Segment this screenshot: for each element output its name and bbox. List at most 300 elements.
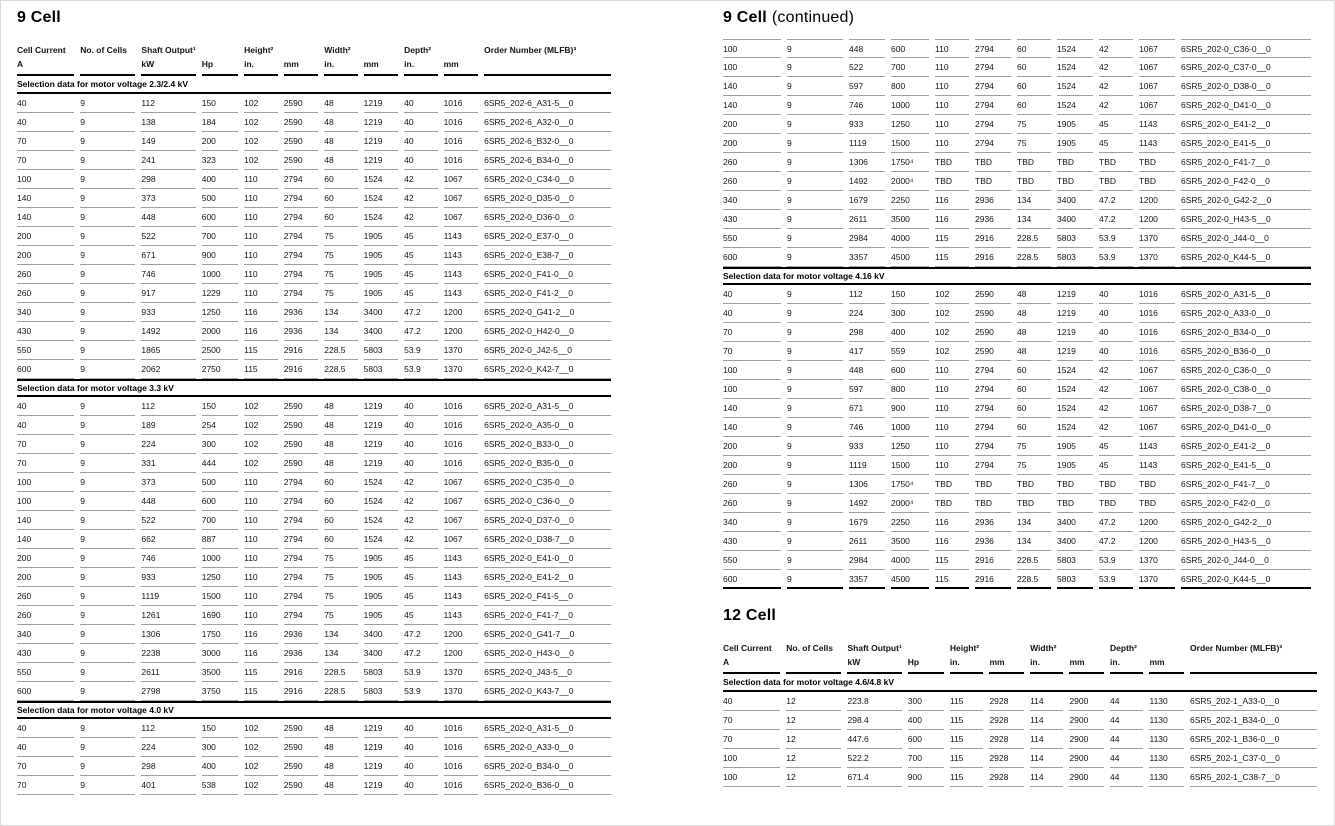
table-row xyxy=(17,606,611,625)
table-cell: 100 xyxy=(723,768,780,787)
table-cell: 1016 xyxy=(444,757,479,776)
column-header: Cell Current xyxy=(17,45,66,55)
table-cell: 900 xyxy=(908,768,944,787)
table-cell: TBD xyxy=(1017,494,1051,513)
table-cell: 1500 xyxy=(891,134,929,153)
table-cell: 430 xyxy=(17,644,74,663)
table-cell: 1250 xyxy=(202,568,238,587)
table-cell: 2928 xyxy=(989,749,1024,768)
table-cell: TBD xyxy=(1099,172,1133,191)
table-cell: 1143 xyxy=(444,284,479,303)
table-cell: 110 xyxy=(935,399,969,418)
table-cell: 1524 xyxy=(364,189,399,208)
table-cell: 112 xyxy=(141,397,195,416)
table-row xyxy=(17,757,611,776)
table-cell: 6SR5_202-0_D36-0__0 xyxy=(484,208,611,227)
table-cell: 2590 xyxy=(284,113,319,132)
column-header xyxy=(908,637,944,657)
table-cell: 6SR5_202-1_B36-0__0 xyxy=(1190,730,1317,749)
table-cell: 1130 xyxy=(1149,768,1184,787)
table-cell: 1219 xyxy=(364,94,399,113)
table-cell: 2936 xyxy=(975,513,1011,532)
table-cell: 6SR5_202-0_B34-0__0 xyxy=(484,757,611,776)
table-cell: 1016 xyxy=(444,454,479,473)
table-cell: 9 xyxy=(80,303,135,322)
table-cell: 260 xyxy=(17,587,74,606)
table-cell: 6SR5_202-0_K43-7__0 xyxy=(484,682,611,701)
table-cell: 110 xyxy=(935,456,969,475)
table-cell: 6SR5_202-1_B34-0__0 xyxy=(1190,711,1317,730)
table-cell: 53.9 xyxy=(404,360,437,379)
table-row xyxy=(723,768,1317,787)
table-cell: 3400 xyxy=(1057,513,1093,532)
table-cell: 102 xyxy=(244,94,278,113)
table-cell: 1130 xyxy=(1149,749,1184,768)
table-cell: 48 xyxy=(1017,285,1051,304)
table-cell: 100 xyxy=(723,749,780,768)
table-cell: 1219 xyxy=(364,719,399,738)
table-cell: 1524 xyxy=(1057,58,1093,77)
table-cell: 2500 xyxy=(202,341,238,360)
table-cell: 40 xyxy=(404,454,437,473)
table-cell: 1016 xyxy=(444,94,479,113)
table-cell: 1219 xyxy=(364,776,399,795)
table-cell: 417 xyxy=(849,342,885,361)
table-cell: 9 xyxy=(787,323,843,342)
table-cell: 3500 xyxy=(891,210,929,229)
table-cell: 6SR5_202-0_H43-5__0 xyxy=(1181,210,1311,229)
table-cell: 1219 xyxy=(1057,342,1093,361)
table-cell: 228.5 xyxy=(1017,570,1051,589)
table-cell: 1905 xyxy=(364,606,399,625)
table-cell: 900 xyxy=(202,246,238,265)
table-cell: 3400 xyxy=(1057,210,1093,229)
table-row xyxy=(17,738,611,757)
table-cell: 1130 xyxy=(1149,730,1184,749)
table-cell: 1492 xyxy=(849,172,885,191)
table-cell: 746 xyxy=(141,549,195,568)
table-cell: 6SR5_202-0_A33-0__0 xyxy=(484,738,611,757)
table-cell: 6SR5_202-0_C38-0__0 xyxy=(1181,380,1311,399)
table-cell: 1524 xyxy=(1057,77,1093,96)
table-cell: 2000⁴ xyxy=(891,172,929,191)
table-cell: 116 xyxy=(244,625,278,644)
table-row xyxy=(17,360,611,379)
column-header xyxy=(1069,637,1104,657)
table-cell: 53.9 xyxy=(404,663,437,682)
table-cell: 110 xyxy=(244,170,278,189)
table-cell: 260 xyxy=(17,606,74,625)
column-header-row xyxy=(17,39,611,59)
table-cell: 298 xyxy=(849,323,885,342)
table-cell: 12 xyxy=(786,692,841,711)
column-header: Height² xyxy=(244,45,274,55)
table-cell: 340 xyxy=(17,303,74,322)
table-row xyxy=(17,663,611,682)
table-cell: 100 xyxy=(723,361,781,380)
table-cell: 400 xyxy=(908,711,944,730)
table-cell: 42 xyxy=(404,492,437,511)
table-cell: 2611 xyxy=(849,210,885,229)
table-cell: 110 xyxy=(935,418,969,437)
table-cell: 228.5 xyxy=(1017,229,1051,248)
table-cell: 60 xyxy=(1017,39,1051,58)
table-cell: 6SR5_202-0_H43-5__0 xyxy=(1181,532,1311,551)
table-cell: 140 xyxy=(723,96,781,115)
table-cell: 550 xyxy=(17,663,74,682)
table-cell: 9 xyxy=(80,511,135,530)
table-cell: 1905 xyxy=(1057,134,1093,153)
table-cell: 223.8 xyxy=(847,692,901,711)
voltage-section-label: Selection data for motor voltage 4.16 kV xyxy=(723,267,1311,285)
table-cell: 4000 xyxy=(891,229,929,248)
table-cell: 6SR5_202-0_D38-7__0 xyxy=(1181,399,1311,418)
table-cell: 1000 xyxy=(202,549,238,568)
table-cell: 2900 xyxy=(1069,711,1104,730)
table-cell: 40 xyxy=(404,151,437,170)
table-cell: 1905 xyxy=(364,265,399,284)
table-cell: 260 xyxy=(17,284,74,303)
table-cell: 60 xyxy=(324,492,357,511)
table-cell: 1016 xyxy=(444,776,479,795)
table-cell: 75 xyxy=(324,587,357,606)
table-cell: 1016 xyxy=(1139,342,1175,361)
table-cell: 2916 xyxy=(975,229,1011,248)
table-cell: 115 xyxy=(950,711,984,730)
column-unit: mm xyxy=(989,657,1024,674)
table-cell: 9 xyxy=(787,456,843,475)
table-cell: 48 xyxy=(324,113,357,132)
table-cell: 4500 xyxy=(891,570,929,589)
column-unit: in. xyxy=(404,59,437,76)
table-cell: 9 xyxy=(787,134,843,153)
table-cell: 6SR5_202-0_C36-0__0 xyxy=(1181,361,1311,380)
table-cell: 115 xyxy=(950,730,984,749)
table-cell: 102 xyxy=(244,151,278,170)
table-cell: 1750 xyxy=(202,625,238,644)
table-cell: 45 xyxy=(1099,456,1133,475)
table-row xyxy=(723,210,1311,229)
table-cell: 134 xyxy=(324,625,357,644)
table-cell: 6SR5_202-0_A31-5__0 xyxy=(484,397,611,416)
table-cell: 75 xyxy=(324,568,357,587)
section-title-12cell-text: 12 Cell xyxy=(723,607,776,624)
table-row xyxy=(723,229,1311,248)
table-cell: 2794 xyxy=(284,189,319,208)
table-cell: 2794 xyxy=(975,77,1011,96)
table-cell: 110 xyxy=(244,492,278,511)
table-cell: 1016 xyxy=(444,435,479,454)
table-cell: 110 xyxy=(935,134,969,153)
table-cell: 5803 xyxy=(364,682,399,701)
table-cell: 2794 xyxy=(284,208,319,227)
table-cell: 298 xyxy=(141,170,195,189)
table-cell: 9 xyxy=(80,682,135,701)
table-cell: 200 xyxy=(723,456,781,475)
table-cell: 1370 xyxy=(444,682,479,701)
table-cell: 254 xyxy=(202,416,238,435)
table-cell: 1143 xyxy=(444,265,479,284)
table-cell: 228.5 xyxy=(324,341,357,360)
voltage-section-row xyxy=(17,76,611,94)
table-cell: 1143 xyxy=(1139,115,1175,134)
table-cell: 917 xyxy=(141,284,195,303)
table-cell: 300 xyxy=(202,738,238,757)
table-cell: 6SR5_202-0_A33-0__0 xyxy=(1181,304,1311,323)
section-title-continued-suffix: (continued) xyxy=(771,9,855,26)
table-cell: 2900 xyxy=(1069,749,1104,768)
table-cell: 47.2 xyxy=(404,303,437,322)
table-cell: 1524 xyxy=(364,473,399,492)
table-cell: 102 xyxy=(244,757,278,776)
table-cell: 70 xyxy=(17,757,74,776)
table-cell: 6SR5_202-0_A31-5__0 xyxy=(1181,285,1311,304)
table-cell: TBD xyxy=(1099,494,1133,513)
table-row xyxy=(17,416,611,435)
table-cell: 40 xyxy=(17,94,74,113)
table-cell: 5803 xyxy=(1057,248,1093,267)
table-cell: 1524 xyxy=(364,208,399,227)
table-cell: 241 xyxy=(141,151,195,170)
table-cell: 933 xyxy=(141,303,195,322)
table-row xyxy=(723,172,1311,191)
table-row xyxy=(17,113,611,132)
column-unit xyxy=(1190,657,1317,674)
table-cell: 114 xyxy=(1030,711,1063,730)
table-cell: 1219 xyxy=(364,151,399,170)
table-cell: 60 xyxy=(1017,399,1051,418)
table-cell: 12 xyxy=(786,711,841,730)
table-cell: 1067 xyxy=(1139,77,1175,96)
table-cell: 134 xyxy=(1017,191,1051,210)
table-cell: 1370 xyxy=(1139,551,1175,570)
table-cell: 2250 xyxy=(891,513,929,532)
table-cell: 140 xyxy=(723,77,781,96)
table-cell: 6SR5_202-0_C36-0__0 xyxy=(484,492,611,511)
table-cell: 2590 xyxy=(284,454,319,473)
table-cell: 2590 xyxy=(975,285,1011,304)
column-header xyxy=(1149,637,1184,657)
table-cell: 110 xyxy=(935,437,969,456)
table-row xyxy=(723,692,1317,711)
table-cell: 200 xyxy=(17,549,74,568)
table-cell: 40 xyxy=(17,719,74,738)
table-cell: 1250 xyxy=(891,437,929,456)
table-cell: 200 xyxy=(723,437,781,456)
column-header xyxy=(364,39,399,59)
table-cell: 340 xyxy=(723,191,781,210)
table-cell: 110 xyxy=(935,380,969,399)
column-unit xyxy=(80,59,135,76)
table-cell: 522 xyxy=(141,511,195,530)
table-cell: 900 xyxy=(891,399,929,418)
table-cell: 6SR5_202-0_J44-0__0 xyxy=(1181,229,1311,248)
table-cell: 933 xyxy=(141,568,195,587)
table-cell: 1143 xyxy=(444,549,479,568)
table-cell: 671 xyxy=(849,399,885,418)
table-cell: 75 xyxy=(1017,134,1051,153)
table-cell: 933 xyxy=(849,437,885,456)
table-cell: 75 xyxy=(324,265,357,284)
table-cell: 102 xyxy=(244,113,278,132)
table-cell: 140 xyxy=(723,399,781,418)
table-cell: 1200 xyxy=(1139,210,1175,229)
table-cell: 9 xyxy=(787,210,843,229)
table-cell: 9 xyxy=(787,172,843,191)
table-cell: 48 xyxy=(324,738,357,757)
table-cell: 2250 xyxy=(891,191,929,210)
table-row xyxy=(17,625,611,644)
table-cell: 5803 xyxy=(364,663,399,682)
table-cell: 116 xyxy=(244,322,278,341)
table-cell: 9 xyxy=(80,663,135,682)
table-cell: 933 xyxy=(849,115,885,134)
table-cell: TBD xyxy=(1017,153,1051,172)
table-cell: 45 xyxy=(404,246,437,265)
table-cell: 116 xyxy=(935,210,969,229)
table-cell: TBD xyxy=(1057,475,1093,494)
table-cell: 110 xyxy=(244,473,278,492)
table-row xyxy=(17,322,611,341)
table-cell: 1492 xyxy=(849,494,885,513)
table-cell: 1524 xyxy=(1057,96,1093,115)
selection-table-9cell xyxy=(17,39,617,795)
table-cell: 1067 xyxy=(1139,58,1175,77)
table-cell: 228.5 xyxy=(324,663,357,682)
table-cell: 1067 xyxy=(1139,96,1175,115)
table-cell: 6SR5_202-0_K44-5__0 xyxy=(1181,570,1311,589)
table-cell: 2936 xyxy=(284,322,319,341)
table-cell: 2794 xyxy=(284,568,319,587)
table-cell: 48 xyxy=(324,757,357,776)
table-cell: 6SR5_202-0_D38-0__0 xyxy=(1181,77,1311,96)
table-cell: 45 xyxy=(1099,134,1133,153)
table-cell: 6SR5_202-0_C37-0__0 xyxy=(1181,58,1311,77)
table-cell: 6SR5_202-0_B34-0__0 xyxy=(1181,323,1311,342)
table-cell: 671.4 xyxy=(847,768,901,787)
table-cell: 1067 xyxy=(1139,39,1175,58)
table-cell: 9 xyxy=(787,532,843,551)
table-cell: 60 xyxy=(1017,96,1051,115)
table-cell: 6SR5_202-1_C37-0__0 xyxy=(1190,749,1317,768)
table-cell: 48 xyxy=(324,94,357,113)
table-row xyxy=(723,304,1311,323)
table-row xyxy=(17,473,611,492)
table-cell: 6SR5_202-0_D37-0__0 xyxy=(484,511,611,530)
table-cell: 100 xyxy=(723,380,781,399)
table-cell: 401 xyxy=(141,776,195,795)
table-cell: 110 xyxy=(244,284,278,303)
table-cell: 9 xyxy=(80,227,135,246)
table-cell: 110 xyxy=(935,58,969,77)
table-cell: 44 xyxy=(1110,749,1143,768)
table-cell: 2794 xyxy=(975,39,1011,58)
table-cell: 115 xyxy=(935,570,969,589)
table-cell: 400 xyxy=(891,323,929,342)
table-cell: 200 xyxy=(17,246,74,265)
table-row xyxy=(723,380,1311,399)
table-cell: 150 xyxy=(202,397,238,416)
table-cell: 400 xyxy=(202,170,238,189)
table-cell: 6SR5_202-0_F41-0__0 xyxy=(484,265,611,284)
table-cell: 200 xyxy=(17,568,74,587)
table-cell: 3400 xyxy=(364,625,399,644)
table-cell: 5803 xyxy=(1057,551,1093,570)
table-cell: 448 xyxy=(849,39,885,58)
table-cell: 45 xyxy=(404,284,437,303)
table-cell: 1067 xyxy=(1139,399,1175,418)
table-cell: 115 xyxy=(935,229,969,248)
left-column xyxy=(17,7,617,795)
table-cell: 70 xyxy=(723,711,780,730)
table-cell: 1905 xyxy=(364,568,399,587)
table-cell: 6SR5_202-1_C38-7__0 xyxy=(1190,768,1317,787)
table-cell: 6SR5_202-6_B32-0__0 xyxy=(484,132,611,151)
table-cell: 140 xyxy=(723,418,781,437)
table-cell: 134 xyxy=(1017,513,1051,532)
table-cell: 1000 xyxy=(891,418,929,437)
column-unit xyxy=(484,59,611,76)
table-cell: 110 xyxy=(935,361,969,380)
table-cell: 2794 xyxy=(284,265,319,284)
table-cell: TBD xyxy=(1099,153,1133,172)
table-row xyxy=(17,265,611,284)
table-cell: 47.2 xyxy=(1099,532,1133,551)
table-cell: 9 xyxy=(80,435,135,454)
table-cell: 9 xyxy=(80,492,135,511)
table-cell: 42 xyxy=(404,511,437,530)
table-row xyxy=(723,134,1311,153)
table-row xyxy=(723,96,1311,115)
table-cell: 6SR5_202-0_F41-2__0 xyxy=(484,284,611,303)
table-cell: 1219 xyxy=(364,397,399,416)
column-header: Order Number (MLFB)³ xyxy=(484,45,577,55)
table-cell: 1067 xyxy=(1139,380,1175,399)
table-cell: 9 xyxy=(80,132,135,151)
table-cell: 140 xyxy=(17,208,74,227)
table-cell: 9 xyxy=(787,437,843,456)
table-cell: 340 xyxy=(723,513,781,532)
table-cell: 6SR5_202-0_D41-0__0 xyxy=(1181,96,1311,115)
table-cell: 60 xyxy=(1017,380,1051,399)
table-cell: 2936 xyxy=(975,210,1011,229)
column-unit: in. xyxy=(244,59,278,76)
table-cell: 600 xyxy=(202,208,238,227)
table-cell: 48 xyxy=(324,151,357,170)
table-cell: 6SR5_202-0_J43-5__0 xyxy=(484,663,611,682)
table-cell: TBD xyxy=(1057,494,1093,513)
section-title-9cell-continued-main: 9 Cell xyxy=(723,9,767,26)
table-cell: 500 xyxy=(202,473,238,492)
table-cell: 6SR5_202-0_G42-2__0 xyxy=(1181,513,1311,532)
table-row xyxy=(723,191,1311,210)
table-cell: 1306 xyxy=(849,475,885,494)
table-cell: 75 xyxy=(1017,456,1051,475)
table-cell: 6SR5_202-0_B36-0__0 xyxy=(1181,342,1311,361)
table-cell: 9 xyxy=(787,115,843,134)
table-cell: 3500 xyxy=(891,532,929,551)
table-cell: 430 xyxy=(723,532,781,551)
table-cell: 115 xyxy=(244,682,278,701)
table-cell: 1200 xyxy=(1139,191,1175,210)
table-cell: 3400 xyxy=(364,644,399,663)
table-row xyxy=(17,549,611,568)
table-cell: 6SR5_202-0_F42-0__0 xyxy=(1181,494,1311,513)
table-cell: 48 xyxy=(324,132,357,151)
table-cell: 9 xyxy=(80,473,135,492)
table-cell: 700 xyxy=(908,749,944,768)
table-cell: 3400 xyxy=(364,322,399,341)
